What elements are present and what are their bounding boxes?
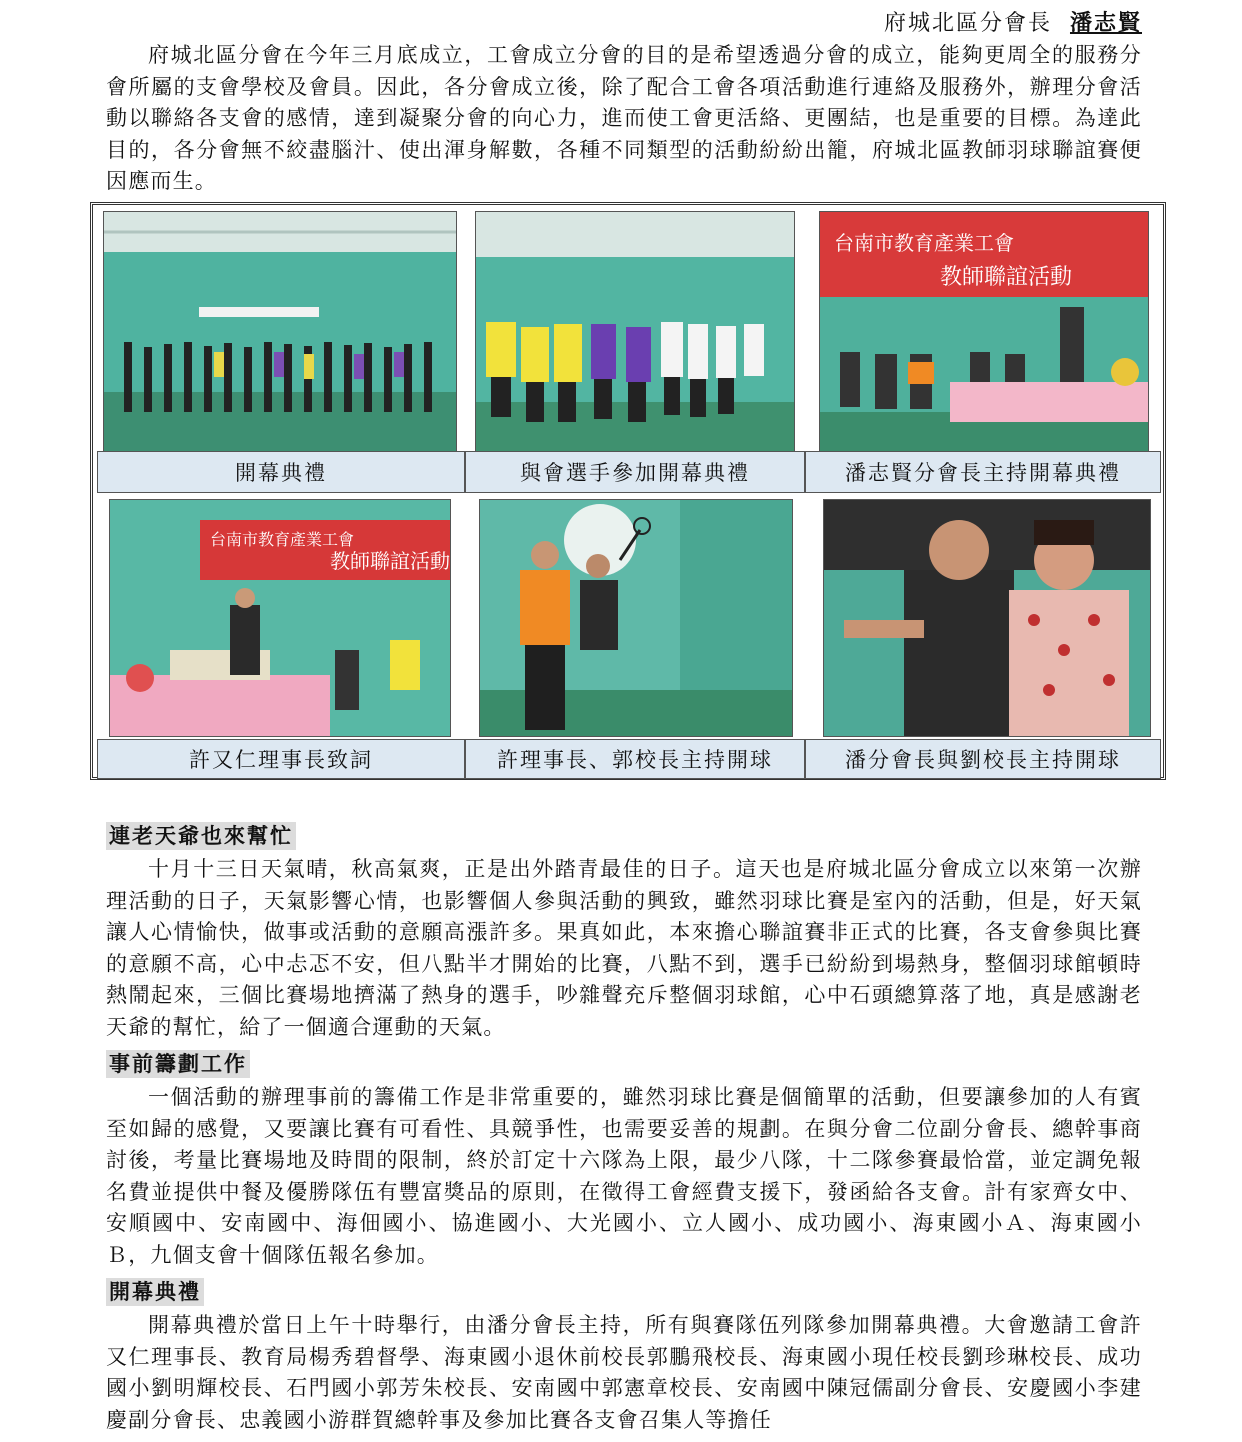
section-heading-opening: 開幕典禮	[106, 1278, 204, 1306]
author-line	[884, 6, 1142, 37]
caption-6: 潘分會長與劉校長主持開球	[805, 739, 1161, 779]
section-body-weather: 十月十三日天氣晴，秋高氣爽，正是出外踏青最佳的日子。這天也是府城北區分會成立以來第一次辦理活動的日子，天氣影響心情，也影響個人參與活動的興致，雖然羽球比賽是室內的活動，但是，好天氣讓人心情愉快，做事或活動的意願高漲許多。果真如此，本來擔心聯誼賽非正式的比賽，各支會參與比賽的意願不高，心中忐忑不安，但八點半才開始的比賽，八點不到，選手已紛紛到場熱身，整個羽球館頓時熱鬧起來，三個比賽場地擠滿了熱身的選手，吵雜聲充斥整個羽球館，心中石頭總算落了地，真是感謝老天爺的幫忙，給了一個適合運動的天氣。	[106, 857, 1142, 1039]
photo-opening-serve-2	[823, 499, 1151, 737]
banner-text-1: 台南市教育產業工會	[834, 231, 1014, 255]
intro-paragraph: 府城北區分會在今年三月底成立，工會成立分會的目的是希望透過分會的成立，能夠更周全的服務分會所屬的支會學校及會員。因此，各分會成立後，除了配合工會各項活動進行連絡及服務外，辦理分會活動以聯絡各支會的感情，達到凝聚分會的向心力，進而使工會更活絡、更團結，也是重要的目標。為達此目的，各分會無不絞盡腦汁、使出渾身解數，各種不同類型的活動紛紛出籠，府城北區教師羽球聯誼賽便因應而生。	[106, 43, 1142, 194]
banner-text-2: 教師聯誼活動	[940, 265, 1073, 290]
photo-host-ceremony	[819, 211, 1149, 455]
section-body-opening: 開幕典禮於當日上午十時舉行，由潘分會長主持，所有與賽隊伍列隊參加開幕典禮。大會邀請工會許又仁理事長、教育局楊秀碧督學、海東國小退休前校長郭鵬飛校長、海東國小現任校長劉珍琳校長、成功國小劉明輝校長、石門國小郭芳朱校長、安南國中郭憲章校長、安南國中陳冠儒副分會長、安慶國小李建慶副分會長、忠義國小游群賀總幹事及參加比賽各支會召集人等擔任	[106, 1313, 1142, 1432]
author-name: 潘志賢	[1069, 10, 1142, 36]
photo-opening-serve-1	[479, 499, 793, 737]
banner-text-3: 台南市教育產業工會	[210, 530, 355, 549]
caption-2: 與會選手參加開幕典禮	[465, 451, 805, 493]
caption-1: 開幕典禮	[97, 451, 465, 493]
photo-opening-ceremony	[103, 211, 457, 455]
section-body-planning: 一個活動的辦理事前的籌備工作是非常重要的，雖然羽球比賽是個簡單的活動，但要讓參加的人有賓至如歸的感覺，又要讓比賽有可看性、具競爭性，也需要妥善的規劃。在與分會二位副分會長、總幹事商討後，考量比賽場地及時間的限制，終於訂定十六隊為上限，最少八隊，十二隊參賽最恰當，並定調免報名費並提供中餐及優勝隊伍有豐富獎品的原則，在徵得工會經費支援下，發函給各支會。計有家齊女中、安順國中、安南國中、海佃國小、協進國小、大光國小、立人國小、成功國小、海東國小Ａ、海東國小Ｂ，九個支會十個隊伍報名參加。	[106, 1085, 1142, 1267]
caption-5: 許理事長、郭校長主持開球	[465, 739, 805, 779]
photo-table	[90, 202, 1166, 780]
section-heading-planning: 事前籌劃工作	[106, 1050, 250, 1078]
caption-4: 許又仁理事長致詞	[97, 739, 465, 779]
photo-players-ceremony	[475, 211, 795, 455]
caption-3: 潘志賢分會長主持開幕典禮	[805, 451, 1161, 493]
author-role: 府城北區分會長	[883, 11, 1052, 36]
banner-text-4: 教師聯誼活動	[330, 549, 450, 573]
section-heading-weather: 連老天爺也來幫忙	[106, 822, 296, 850]
photo-chairman-speech	[109, 499, 451, 737]
